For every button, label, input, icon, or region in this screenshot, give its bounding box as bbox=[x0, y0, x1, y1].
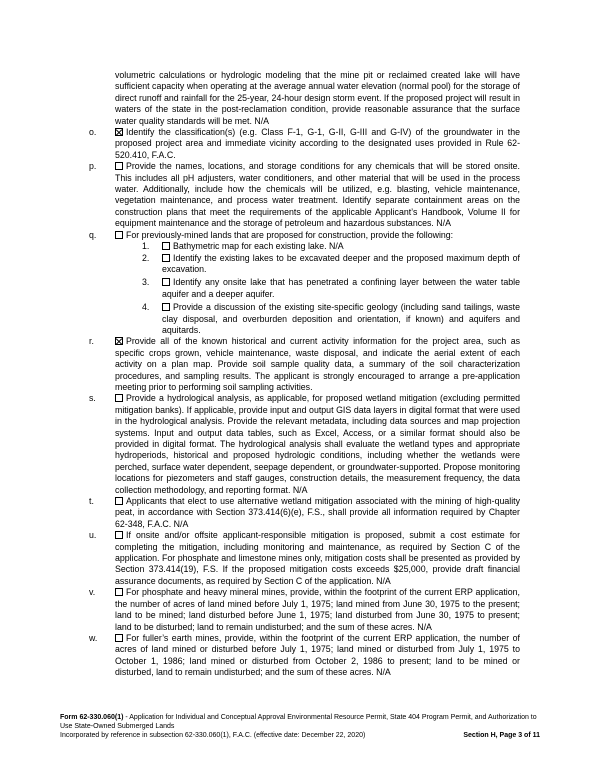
item-t bbox=[89, 496, 520, 530]
subitem-number: 1. bbox=[142, 241, 150, 252]
item-letter: q. bbox=[89, 229, 97, 240]
item-text: If onsite and/or offsite applicant-responsible mitigation is proposed, submit a cost estimate for completing the mitigation, including monitoring and maintenance, as required by Section C of the application. For phosphate and limestone mines only, mitigation costs shall be presented as provided by Section 373.414(19), F.S. If the proposed mitigation costs exceeds $25,000, provide draft financial assurance documents, as required by Section C of the application. N/A bbox=[115, 530, 520, 586]
item-v bbox=[89, 587, 520, 633]
item-text: Provide all of the known historical and current activity information for the project area, such as specific crops grown, vehicle maintenance, waste disposal, and indicate the aerial extent of each activity on a plan map. Provide soil sample quality data, a summary of the soil characterization procedures, and sampling results. The applicant is strongly encouraged to arrange a pre-application meeting prior to performing soil sampling activities. bbox=[115, 336, 520, 392]
item-letter: w. bbox=[89, 632, 98, 643]
item-text: Applicants that elect to use alternative wetland mitigation associated with the mining of high-quality peat, in accordance with Section 373.414(6)(e), F.S., shall provide all information required by Chapter 62-348, F.A.C. N/A bbox=[115, 496, 520, 529]
checkbox[interactable] bbox=[162, 278, 170, 286]
item-text: Provide a hydrological analysis, as applicable, for proposed wetland mitigation (excluding permitted mitigation banks). If applicable, provide input and output GIS data layers in digital format that were used in the hydrological analysis. Provide the relevant metadata, including data sources and map projection systems. Input and output data tables, such as Excel, Access, or a similar format should also be provided in digital format. The hydrological analysis shall evaluate the wetland types and appropriate hydroperiods, historical and proposed hydrologic conditions, including whether the wetlands were perched, surface water dependent, seepage dependent, or groundwater-supported. Propose monitoring locations for piezometers and staff gauges, construction details, the measurement frequency, the data collection methodology, and reporting format. N/A bbox=[115, 393, 520, 495]
subitem-text: Provide a discussion of the existing site-specific geology (including sand tailings, waste clay disposal, and overburden deposition and orientation, if known) and aquifers and aquitards. bbox=[162, 302, 520, 335]
subitem-3 bbox=[142, 277, 520, 300]
checkbox[interactable] bbox=[162, 303, 170, 311]
item-letter: v. bbox=[89, 587, 96, 598]
footer-form-line bbox=[60, 713, 540, 731]
subitem-4 bbox=[142, 302, 520, 336]
item-text: Identify the classification(s) (e.g. Class F-1, G-1, G-II, G-III and G-IV) of the groundwater in the proposed project area and immediate vicinity according to the designated uses provided in Rule 62-520.410, F.A.C. bbox=[115, 127, 520, 160]
subitem-text: Identify any onsite lake that has penetrated a confining layer between the water table aquifer and a deeper aquifer. bbox=[162, 277, 520, 299]
item-letter: t. bbox=[89, 496, 94, 507]
item-u bbox=[89, 530, 520, 587]
footer-section-page: Section H, Page 3 of 11 bbox=[463, 732, 540, 739]
item-s bbox=[89, 393, 520, 496]
subitem-number: 2. bbox=[142, 252, 150, 263]
footer-incorporated: Incorporated by reference in subsection 62-330.060(1), F.A.C. (effective date: December 22, 2020) bbox=[60, 732, 366, 739]
checkbox[interactable] bbox=[115, 162, 123, 170]
footer-form-desc: - Application for Individual and Conceptual Approval Environmental Resource Permit, State 404 Program Permit, and Authorization to Use State-Owned Submerged Lands bbox=[60, 714, 537, 730]
item-r bbox=[89, 336, 520, 393]
subitem-number: 3. bbox=[142, 277, 150, 288]
item-letter: o. bbox=[89, 127, 97, 138]
item-text: For fuller’s earth mines, provide, within the footprint of the current ERP application, the number of acres of land mined or disturbed before July 1, 1975; land mined or disturbed from July 1, 1975 to October 1, 1986; land mined or disturbed from October 2, 1986 to present; land to be mined or disturbed, land to remain undisturbed; and the sum of these acres. N/A bbox=[115, 632, 520, 678]
checkbox[interactable] bbox=[115, 394, 123, 402]
subitem-2 bbox=[142, 252, 520, 276]
footer-form-id: Form 62-330.060(1) bbox=[60, 714, 124, 721]
item-w bbox=[89, 632, 520, 679]
checkbox-checked[interactable] bbox=[115, 128, 123, 136]
subitem-text: Identify the existing lakes to be excavated deeper and the proposed maximum depth of excavation. bbox=[162, 252, 520, 274]
checkbox[interactable] bbox=[115, 231, 123, 239]
checkbox[interactable] bbox=[115, 497, 123, 505]
checkbox[interactable] bbox=[162, 242, 170, 250]
item-p bbox=[89, 161, 520, 229]
page-footer bbox=[60, 713, 540, 740]
checkbox[interactable] bbox=[162, 254, 170, 262]
checkbox[interactable] bbox=[115, 531, 123, 539]
document-body bbox=[0, 70, 600, 679]
subitem-1 bbox=[142, 241, 520, 252]
checkbox-checked[interactable] bbox=[115, 337, 123, 345]
subitem-text: Bathymetric map for each existing lake. N/A bbox=[173, 241, 344, 252]
item-letter: s. bbox=[89, 393, 96, 404]
subitem-number: 4. bbox=[142, 302, 150, 313]
item-letter: r. bbox=[89, 336, 94, 347]
item-text: For phosphate and heavy mineral mines, provide, within the footprint of the current ERP application, the number of acres of land mined before July 1, 1975; land mined from June 30, 1975 to the present; land to be mined; land disturbed before June 1, 1975; land disturbed from June 30, 1975 to present; land to be disturbed; land to remain undisturbed; and the sum of these acres. N/A bbox=[115, 587, 520, 632]
intro-paragraph: volumetric calculations or hydrologic modeling that the mine pit or reclaimed created lake will have sufficient capacity when operating at the average annual water elevation (normal pool) for the storage of direct runoff and rainfall for the 25-year, 24-hour design storm event. If the proposed project will result in waters of the state in the post-reclamation condition, provide reasonable assurance that the surface water quality standards will be met. N/A bbox=[115, 70, 520, 126]
item-letter: p. bbox=[89, 161, 97, 172]
item-letter: u. bbox=[89, 530, 97, 541]
checkbox[interactable] bbox=[115, 634, 123, 642]
item-text: For previously-mined lands that are proposed for construction, provide the following: bbox=[126, 229, 454, 240]
item-q bbox=[89, 229, 520, 241]
checkbox[interactable] bbox=[115, 588, 123, 596]
item-o bbox=[89, 127, 520, 161]
item-text: Provide the names, locations, and storage conditions for any chemicals that will be stored onsite. This includes all pH adjusters, water conditioners, and other material that will be used in the process water. Additionally, include how the chemicals will be utilized, e.g. blasting, vehicle maintenance, vegetation maintenance, and process water treatment. Identify separate containment areas on the construction plans that meet the requirements of the applicable Applicant’s Handbook, Volume II for equipment maintenance and the storage of petroleum and hazardous substances. N/A bbox=[115, 161, 520, 229]
